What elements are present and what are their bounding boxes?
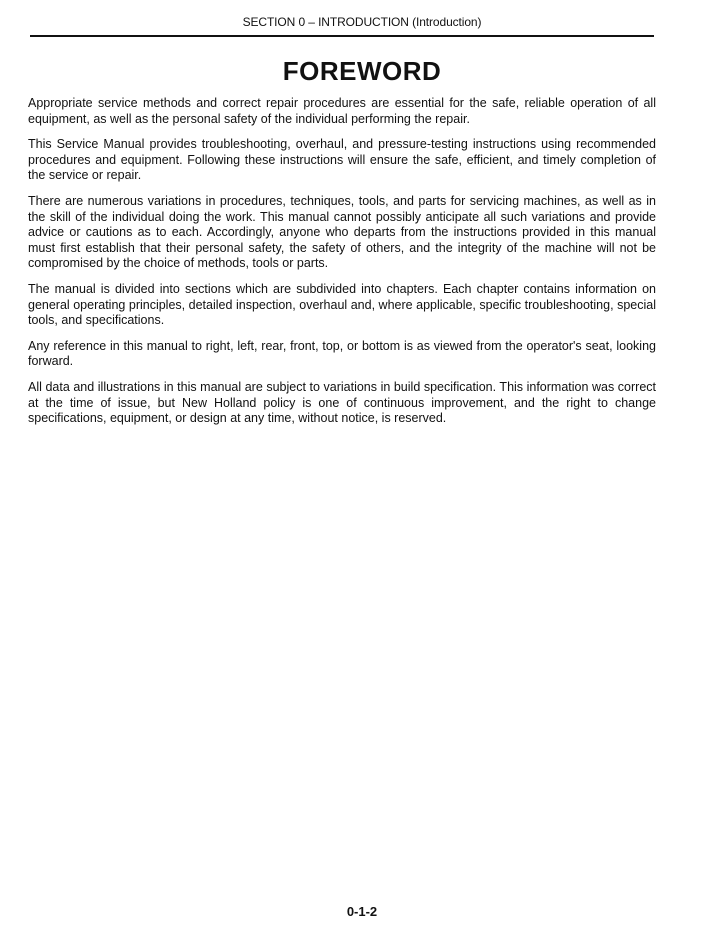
header-divider xyxy=(30,35,654,37)
page-number: 0-1-2 xyxy=(346,904,378,919)
section-header: SECTION 0 – INTRODUCTION (Introduction) xyxy=(242,15,482,29)
paragraph-2: This Service Manual provides troubleshooting, overhaul, and pressure-testing instructions using recommended procedures and equipment. Following these instructions will ensure the safe, efficient, and timely completion of the service or repair. xyxy=(28,137,656,183)
paragraph-4: The manual is divided into sections which are subdivided into chapters. Each chapter contains information on general operating principles, detailed inspection, overhaul and, where applicable, specific troubleshooting, special tools, and specifications. xyxy=(28,281,656,328)
paragraph-5: Any reference in this manual to right, left, rear, front, top, or bottom is as viewed from the operator's seat, looking forward. xyxy=(28,338,656,369)
paragraph-1: Appropriate service methods and correct repair procedures are essential for the safe, reliable operation of all equipment, as well as the personal safety of the individual performing the repair. xyxy=(28,96,656,126)
page-title: FOREWORD xyxy=(282,56,442,86)
paragraph-3: There are numerous variations in procedures, techniques, tools, and parts for servicing machines, as well as in the skill of the individual doing the work. This manual cannot possibly anticipate all such variations and provide advice or cautions as to each. Accordingly, anyone who departs from the instructions provided in this manual must first establish that their personal safety, the safety of others, and the integrity of the machine will not be compromised by the choice of methods, tools or parts. xyxy=(28,193,656,271)
foreword-body xyxy=(28,96,656,437)
paragraph-6: All data and illustrations in this manual are subject to variations in build specification. This information was correct at the time of issue, but New Holland policy is one of continuous improvement, and the right to change specifications, equipment, or design at any time, without notice, is reserved. xyxy=(28,379,656,426)
